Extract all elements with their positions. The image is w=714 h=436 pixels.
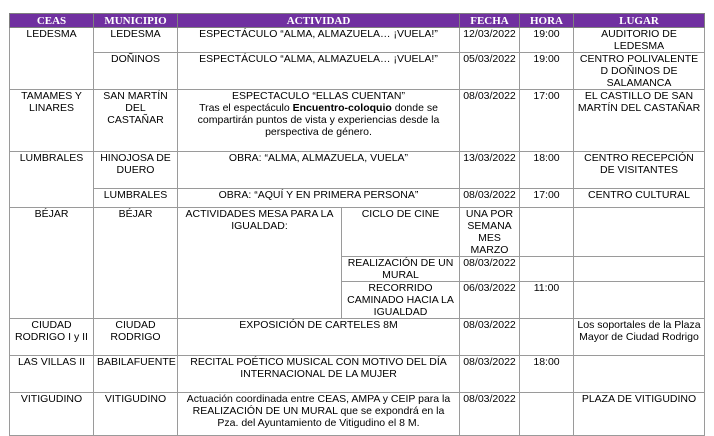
cell-ceas: LAS VILLAS II [10,356,94,393]
cell-fecha: 08/03/2022 [460,393,520,436]
cell-hora: 18:00 [520,152,574,189]
cell-hora: 17:00 [520,189,574,208]
cell-lugar [574,257,705,282]
activity-title: ESPECTACULO “ELLAS CUENTAN” [232,90,405,102]
table-row [10,28,705,53]
cell-fecha: 12/03/2022 [460,28,520,53]
table-row [10,393,705,436]
cell-actividad: ESPECTÁCULO “ALMA, ALMAZUELA… ¡VUELA!” [178,28,460,53]
cell-fecha: 05/03/2022 [460,53,520,90]
cell-actividad: ESPECTÁCULO “ALMA, ALMAZUELA… ¡VUELA!” [178,53,460,90]
cell-actividad: OBRA: “AQUÍ Y EN PRIMERA PERSONA” [178,189,460,208]
header-lugar: LUGAR [574,14,705,28]
table-row [10,189,705,208]
cell-fecha: 13/03/2022 [460,152,520,189]
cell-lugar: PLAZA DE VITIGUDINO [574,393,705,436]
schedule-table [9,13,705,436]
cell-hora: 19:00 [520,28,574,53]
table-row [10,90,705,152]
cell-actividad: Actuación coordinada entre CEAS, AMPA y CEIP para la REALIZACIÓN DE UN MURAL que se expondrá en la Pza. del Ayuntamiento de Vitigudino el 8 M. [178,393,460,436]
cell-ceas: LEDESMA [10,28,94,90]
cell-hora: 11:00 [520,282,574,319]
cell-fecha: 06/03/2022 [460,282,520,319]
cell-municipio: LUMBRALES [94,189,178,208]
cell-hora: 18:00 [520,356,574,393]
cell-municipio: SAN MARTÍN DEL CASTAÑAR [94,90,178,152]
cell-fecha: 08/03/2022 [460,319,520,356]
table-row [10,152,705,189]
cell-fecha: 08/03/2022 [460,90,520,152]
table-row [10,319,705,356]
header-ceas: CEAS [10,14,94,28]
activity-text: Tras el espectáculo [199,102,293,114]
cell-subactividad: REALIZACIÓN DE UN MURAL [342,257,460,282]
cell-lugar: AUDITORIO DE LEDESMA [574,28,705,53]
cell-lugar [574,356,705,393]
cell-hora [520,319,574,356]
header-fecha: FECHA [460,14,520,28]
cell-fecha: 08/03/2022 [460,356,520,393]
cell-municipio: VITIGUDINO [94,393,178,436]
cell-municipio: BABILAFUENTE [94,356,178,393]
table-row [10,53,705,90]
cell-fecha: 08/03/2022 [460,257,520,282]
cell-actividad: EXPOSICIÓN DE CARTELES 8M [178,319,460,356]
cell-lugar: CENTRO RECEPCIÓN DE VISITANTES [574,152,705,189]
schedule-table-wrapper [9,13,705,436]
table-row [10,356,705,393]
cell-actividad: ACTIVIDADES MESA PARA LA IGUALDAD: [178,208,342,319]
activity-text: donde se compartirán puntos de vista y experiencias desde la perspectiva de género. [197,102,440,138]
cell-lugar: EL CASTILLO DE SAN MARTÍN DEL CASTAÑAR [574,90,705,152]
cell-hora [520,208,574,257]
header-hora: HORA [520,14,574,28]
cell-hora: 17:00 [520,90,574,152]
cell-hora [520,257,574,282]
cell-actividad [178,90,460,152]
cell-lugar: Los soportales de la Plaza Mayor de Ciudad Rodrigo [574,319,705,356]
cell-lugar: CENTRO POLIVALENTE D DOÑINOS DE SALAMANCA [574,53,705,90]
cell-hora: 19:00 [520,53,574,90]
table-row [10,208,705,257]
cell-actividad: RECITAL POÉTICO MUSICAL CON MOTIVO DEL DÍA INTERNACIONAL DE LA MUJER [178,356,460,393]
cell-municipio: HINOJOSA DE DUERO [94,152,178,189]
cell-municipio: LEDESMA [94,28,178,53]
cell-municipio: BÉJAR [94,208,178,319]
cell-municipio: CIUDAD RODRIGO [94,319,178,356]
cell-ceas: LUMBRALES [10,152,94,208]
cell-fecha: UNA POR SEMANA MES MARZO [460,208,520,257]
activity-highlight: Encuentro-coloquio [292,102,392,114]
cell-actividad: OBRA: “ALMA, ALMAZUELA, VUELA” [178,152,460,189]
cell-subactividad: CICLO DE CINE [342,208,460,257]
cell-subactividad: RECORRIDO CAMINADO HACIA LA IGUALDAD [342,282,460,319]
header-row [10,14,705,28]
cell-ceas: TAMAMES Y LINARES [10,90,94,152]
cell-ceas: VITIGUDINO [10,393,94,436]
header-municipio: MUNICIPIO [94,14,178,28]
cell-municipio: DOÑINOS [94,53,178,90]
cell-fecha: 08/03/2022 [460,189,520,208]
cell-hora [520,393,574,436]
cell-lugar: CENTRO CULTURAL [574,189,705,208]
cell-lugar [574,282,705,319]
header-actividad: ACTIVIDAD [178,14,460,28]
cell-lugar [574,208,705,257]
cell-ceas: BÉJAR [10,208,94,319]
cell-ceas: CIUDAD RODRIGO I y II [10,319,94,356]
